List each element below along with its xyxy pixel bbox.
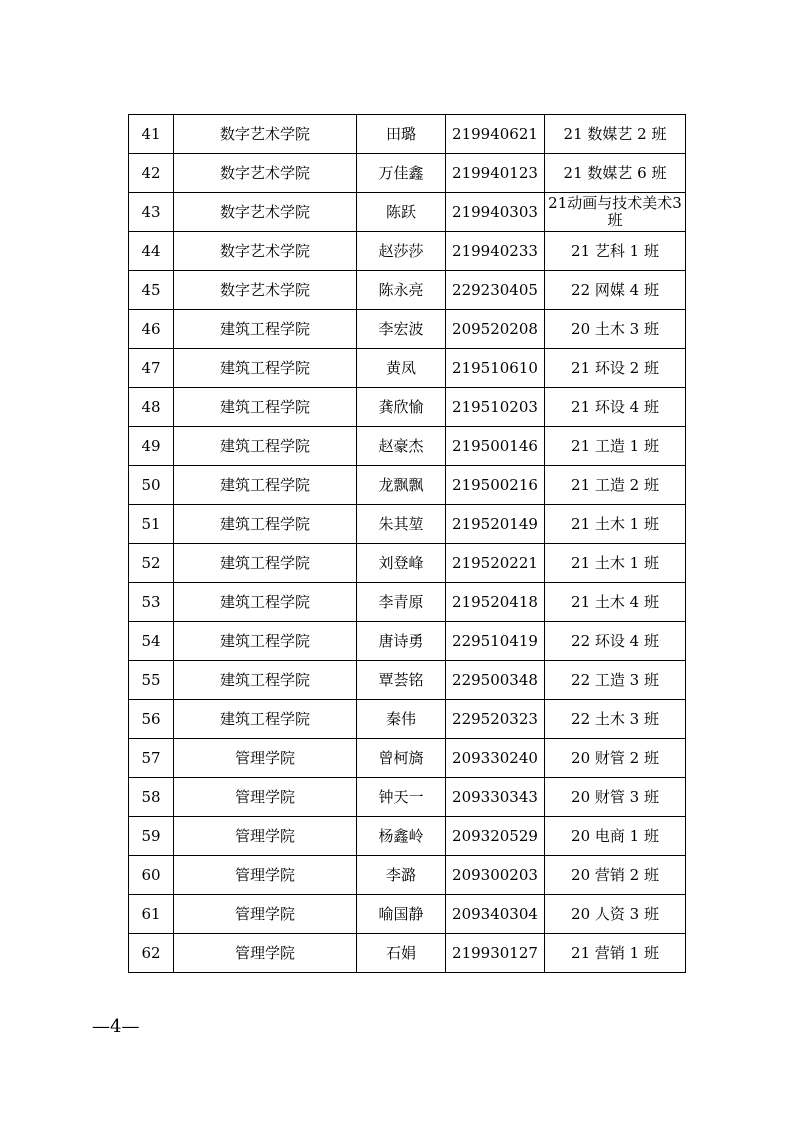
class-cell: 20 财管 3 班 — [545, 778, 686, 817]
table-row — [129, 388, 686, 427]
row-number-cell: 42 — [129, 154, 174, 193]
student-name-cell: 陈永亮 — [357, 271, 446, 310]
college-cell: 建筑工程学院 — [174, 349, 357, 388]
table-row — [129, 232, 686, 271]
class-cell: 20 电商 1 班 — [545, 817, 686, 856]
student-id-cell: 229230405 — [446, 271, 545, 310]
row-number-cell: 62 — [129, 934, 174, 973]
college-cell: 建筑工程学院 — [174, 388, 357, 427]
row-number-cell: 51 — [129, 505, 174, 544]
class-cell: 21 艺科 1 班 — [545, 232, 686, 271]
table-row — [129, 154, 686, 193]
row-number-cell: 43 — [129, 193, 174, 232]
student-name-cell: 陈跃 — [357, 193, 446, 232]
table-row — [129, 739, 686, 778]
student-id-cell: 209330240 — [446, 739, 545, 778]
class-cell: 21 工造 1 班 — [545, 427, 686, 466]
college-cell: 建筑工程学院 — [174, 505, 357, 544]
student-name-cell: 龚欣愉 — [357, 388, 446, 427]
student-name-cell: 朱其堃 — [357, 505, 446, 544]
class-cell: 20 财管 2 班 — [545, 739, 686, 778]
class-cell: 21 数媒艺 6 班 — [545, 154, 686, 193]
row-number-cell: 61 — [129, 895, 174, 934]
student-id-cell: 219940621 — [446, 115, 545, 154]
table-row — [129, 115, 686, 154]
student-id-cell: 229500348 — [446, 661, 545, 700]
row-number-cell: 44 — [129, 232, 174, 271]
table-row — [129, 310, 686, 349]
row-number-cell: 57 — [129, 739, 174, 778]
college-cell: 建筑工程学院 — [174, 544, 357, 583]
student-name-cell: 万佳鑫 — [357, 154, 446, 193]
student-name-cell: 李潞 — [357, 856, 446, 895]
class-cell: 20 人资 3 班 — [545, 895, 686, 934]
student-id-cell: 219510610 — [446, 349, 545, 388]
college-cell: 管理学院 — [174, 856, 357, 895]
table-row — [129, 622, 686, 661]
student-name-cell: 秦伟 — [357, 700, 446, 739]
student-name-cell: 李宏波 — [357, 310, 446, 349]
student-name-cell: 覃荟铭 — [357, 661, 446, 700]
student-id-cell: 219940123 — [446, 154, 545, 193]
student-name-cell: 刘登峰 — [357, 544, 446, 583]
row-number-cell: 58 — [129, 778, 174, 817]
class-cell: 21 土木 1 班 — [545, 505, 686, 544]
college-cell: 管理学院 — [174, 895, 357, 934]
class-cell: 22 工造 3 班 — [545, 661, 686, 700]
class-cell: 21 环设 2 班 — [545, 349, 686, 388]
row-number-cell: 47 — [129, 349, 174, 388]
student-id-cell: 209320529 — [446, 817, 545, 856]
row-number-cell: 52 — [129, 544, 174, 583]
college-cell: 建筑工程学院 — [174, 427, 357, 466]
student-id-cell: 219520418 — [446, 583, 545, 622]
row-number-cell: 46 — [129, 310, 174, 349]
class-cell: 21 营销 1 班 — [545, 934, 686, 973]
college-cell: 管理学院 — [174, 817, 357, 856]
row-number-cell: 41 — [129, 115, 174, 154]
student-name-cell: 钟天一 — [357, 778, 446, 817]
student-name-cell: 曾柯旖 — [357, 739, 446, 778]
table-row — [129, 427, 686, 466]
table-row — [129, 271, 686, 310]
student-name-cell: 黄凤 — [357, 349, 446, 388]
student-name-cell: 赵莎莎 — [357, 232, 446, 271]
college-cell: 数字艺术学院 — [174, 154, 357, 193]
table-row — [129, 193, 686, 232]
college-cell: 数字艺术学院 — [174, 232, 357, 271]
class-cell: 20 营销 2 班 — [545, 856, 686, 895]
student-id-cell: 219940233 — [446, 232, 545, 271]
college-cell: 建筑工程学院 — [174, 310, 357, 349]
class-cell: 21 土木 1 班 — [545, 544, 686, 583]
student-id-cell: 219500146 — [446, 427, 545, 466]
row-number-cell: 48 — [129, 388, 174, 427]
student-id-cell: 219930127 — [446, 934, 545, 973]
table-row — [129, 583, 686, 622]
table-row — [129, 349, 686, 388]
row-number-cell: 54 — [129, 622, 174, 661]
table-row — [129, 544, 686, 583]
college-cell: 建筑工程学院 — [174, 700, 357, 739]
roster-table-body — [129, 115, 686, 973]
student-id-cell: 209340304 — [446, 895, 545, 934]
student-id-cell: 209330343 — [446, 778, 545, 817]
row-number-cell: 55 — [129, 661, 174, 700]
row-number-cell: 60 — [129, 856, 174, 895]
student-name-cell: 龙飘飘 — [357, 466, 446, 505]
table-row — [129, 505, 686, 544]
table-row — [129, 856, 686, 895]
row-number-cell: 45 — [129, 271, 174, 310]
class-cell: 22 环设 4 班 — [545, 622, 686, 661]
student-name-cell: 李青原 — [357, 583, 446, 622]
class-cell: 22 土木 3 班 — [545, 700, 686, 739]
class-cell: 21 工造 2 班 — [545, 466, 686, 505]
class-cell: 21 数媒艺 2 班 — [545, 115, 686, 154]
class-cell: 21 环设 4 班 — [545, 388, 686, 427]
student-id-cell: 229510419 — [446, 622, 545, 661]
student-name-cell: 杨鑫岭 — [357, 817, 446, 856]
class-cell: 21动画与技术美术3班 — [545, 193, 686, 232]
student-name-cell: 田璐 — [357, 115, 446, 154]
student-id-cell: 219940303 — [446, 193, 545, 232]
row-number-cell: 49 — [129, 427, 174, 466]
student-id-cell: 219520221 — [446, 544, 545, 583]
row-number-cell: 53 — [129, 583, 174, 622]
table-row — [129, 778, 686, 817]
student-name-cell: 赵豪杰 — [357, 427, 446, 466]
college-cell: 建筑工程学院 — [174, 466, 357, 505]
table-row — [129, 661, 686, 700]
student-id-cell: 219510203 — [446, 388, 545, 427]
table-row — [129, 895, 686, 934]
college-cell: 管理学院 — [174, 739, 357, 778]
college-cell: 建筑工程学院 — [174, 583, 357, 622]
student-id-cell: 219520149 — [446, 505, 545, 544]
row-number-cell: 59 — [129, 817, 174, 856]
table-row — [129, 934, 686, 973]
student-name-cell: 唐诗勇 — [357, 622, 446, 661]
college-cell: 建筑工程学院 — [174, 661, 357, 700]
college-cell: 数字艺术学院 — [174, 193, 357, 232]
student-name-cell: 喻国静 — [357, 895, 446, 934]
student-id-cell: 209300203 — [446, 856, 545, 895]
student-id-cell: 229520323 — [446, 700, 545, 739]
row-number-cell: 50 — [129, 466, 174, 505]
class-cell: 22 网媒 4 班 — [545, 271, 686, 310]
student-roster-table — [128, 114, 686, 973]
college-cell: 建筑工程学院 — [174, 622, 357, 661]
student-id-cell: 219500216 — [446, 466, 545, 505]
table-row — [129, 700, 686, 739]
student-id-cell: 209520208 — [446, 310, 545, 349]
student-name-cell: 石娟 — [357, 934, 446, 973]
class-cell: 20 土木 3 班 — [545, 310, 686, 349]
table-row — [129, 817, 686, 856]
row-number-cell: 56 — [129, 700, 174, 739]
college-cell: 管理学院 — [174, 778, 357, 817]
college-cell: 数字艺术学院 — [174, 115, 357, 154]
college-cell: 数字艺术学院 — [174, 271, 357, 310]
college-cell: 管理学院 — [174, 934, 357, 973]
page-number: —4— — [92, 1016, 140, 1037]
table-row — [129, 466, 686, 505]
class-cell: 21 土木 4 班 — [545, 583, 686, 622]
